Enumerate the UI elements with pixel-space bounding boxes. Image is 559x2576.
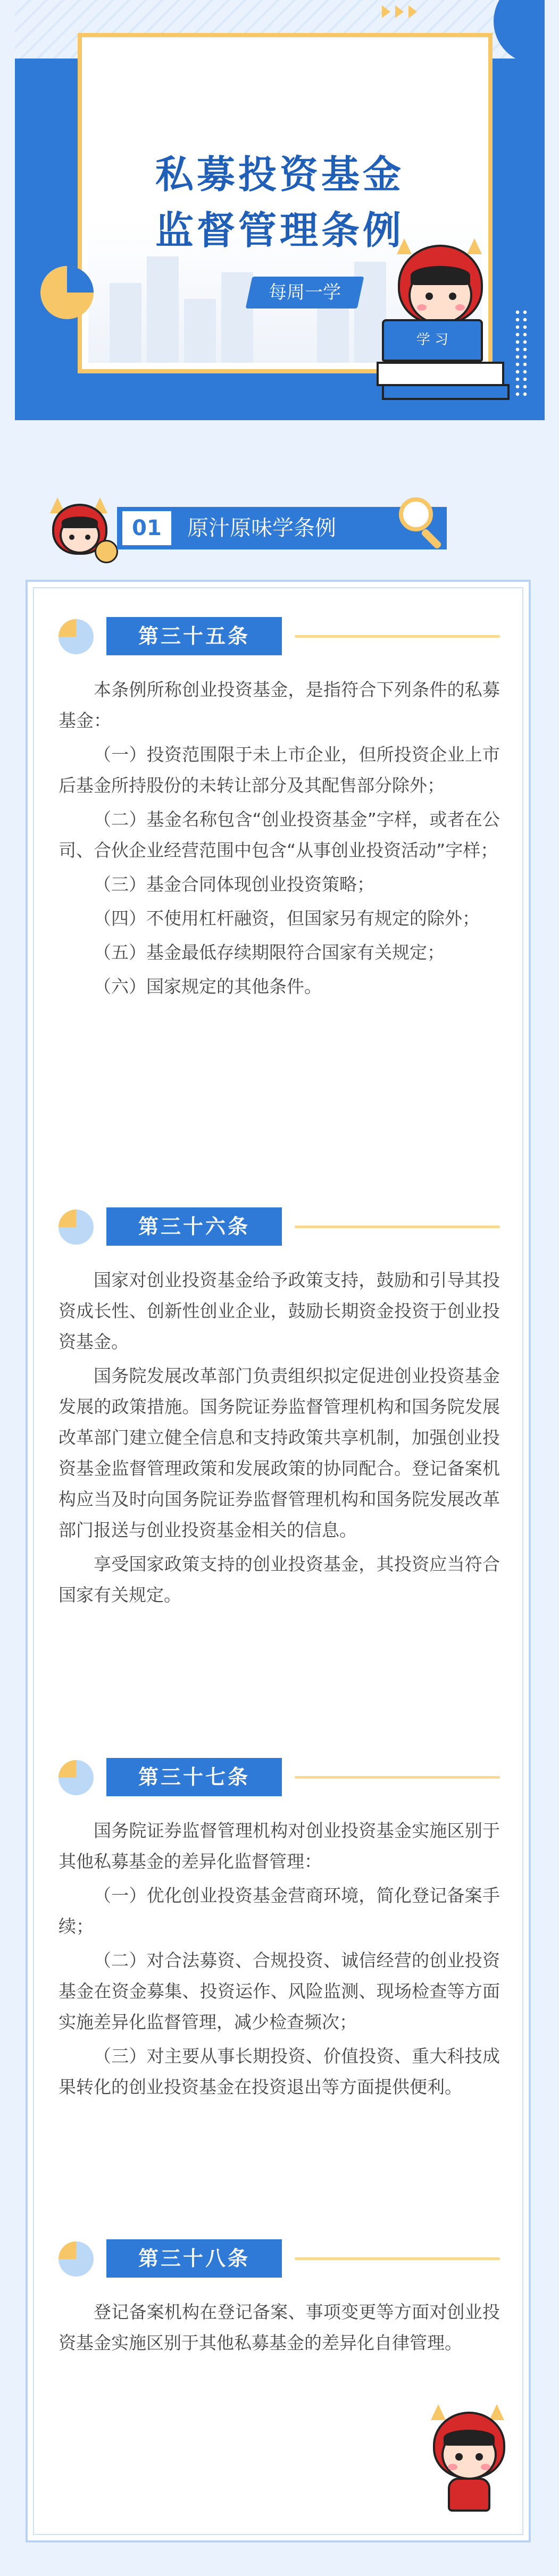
article-body	[59, 674, 500, 1002]
mascot-hair	[62, 516, 98, 528]
horn-icon	[431, 2404, 446, 2420]
article-37	[59, 1758, 500, 2106]
book-icon: 学 习	[382, 319, 483, 362]
coin-icon	[95, 540, 118, 563]
building-decoration	[110, 283, 141, 363]
article-heading	[59, 1758, 500, 1796]
page-title-line1: 私募投资基金	[155, 152, 404, 197]
article-paragraph: （五）基金最低存续期限符合国家有关规定；	[94, 942, 445, 963]
mascot-cheek	[455, 304, 465, 311]
section-heading	[48, 503, 447, 554]
article-label: 第三十六条	[106, 1207, 282, 1246]
pie-chart-icon	[59, 2241, 94, 2277]
page-title-line2: 监督管理条例	[155, 208, 404, 253]
article-body	[59, 2297, 500, 2358]
mascot-cheek	[481, 2464, 490, 2470]
article-paragraph: （三）基金合同体现创业投资策略；	[94, 874, 374, 895]
horn-icon	[397, 238, 412, 254]
arrow-icon	[395, 5, 404, 18]
mascot-eye	[85, 535, 90, 540]
article-paragraph: （四）不使用杠杆融资，但国家另有规定的除外；	[94, 908, 480, 929]
mascot-eye	[69, 535, 74, 540]
article-paragraph: （一）投资范围限于未上市企业，但所投资企业上市后基金所持股份的未转让部分及其配售部分除外；	[59, 744, 500, 796]
section-title: 原汁原味学条例	[187, 516, 336, 540]
horn-icon	[467, 238, 482, 254]
article-36	[59, 1207, 500, 1614]
horn-icon	[489, 2404, 504, 2420]
article-label: 第三十五条	[106, 617, 282, 655]
article-paragraph: （二）基金名称包含“创业投资基金”字样，或者在公司、合伙企业经营范围中包含“从事创业投资活动”字样；	[59, 809, 500, 861]
article-heading	[59, 1207, 500, 1246]
subtitle-badge	[246, 277, 364, 309]
article-paragraph: 国家对创业投资基金给予政策支持，鼓励和引导其投资成长性、创新性创业企业，鼓励长期资金投资于创业投资基金。	[59, 1270, 500, 1352]
header-banner	[15, 0, 545, 420]
magnifier-icon	[399, 497, 433, 531]
heading-rule	[295, 635, 500, 638]
article-paragraph: 国务院发展改革部门负责组织拟定促进创业投资基金发展的政策措施。国务院证券监督管理机构和国务院发展改革部门建立健全信息和支持政策共享机制，加强创业投资基金监督管理政策和发展政策的协同配合。登记备案机构应当及时向国务院证券监督管理机构和国务院发展改革部门报送与创业投资基金相关的信息。	[59, 1365, 500, 1540]
article-paragraph: （六）国家规定的其他条件。	[94, 976, 322, 997]
article-paragraph: （三）对主要从事长期投资、价值投资、重大科技成果转化的创业投资基金在投资退出等方面提供便利。	[59, 2046, 500, 2097]
heading-rule	[295, 2257, 500, 2260]
mascot-eye	[455, 2453, 463, 2461]
article-paragraph: 本条例所称创业投资基金，是指符合下列条件的私募基金：	[59, 679, 500, 731]
article-paragraph: 登记备案机构在登记备案、事项变更等方面对创业投资基金实施区别于其他私募基金的差异化自律管理。	[59, 2302, 500, 2353]
dot-pattern	[514, 309, 530, 399]
mascot-cheek	[417, 304, 427, 311]
arrow-icon	[382, 5, 390, 18]
building-decoration	[184, 299, 216, 363]
book-stack-icon	[382, 384, 510, 400]
book-stack-icon	[377, 362, 504, 386]
pie-chart-icon	[59, 619, 94, 654]
article-label: 第三十七条	[106, 1758, 282, 1796]
building-decoration	[147, 256, 179, 363]
mascot-hair	[411, 266, 470, 285]
article-paragraph: 国务院证券监督管理机构对创业投资基金实施区别于其他私募基金的差异化监督管理：	[59, 1820, 500, 1872]
mascot-eye	[475, 2453, 483, 2461]
article-paragraph: （一）优化创业投资基金营商环境，简化登记备案手续；	[59, 1885, 500, 1937]
mascot-hair	[444, 2430, 495, 2446]
heading-rule	[295, 1776, 500, 1779]
footer-band	[0, 2542, 559, 2576]
mascot-body	[448, 2478, 490, 2512]
article-paragraph: （二）对合法募资、合规投资、诚信经营的创业投资基金在资金募集、投资运作、风险监测、现场检查等方面实施差异化监督管理，减少检查频次；	[59, 1950, 500, 2032]
subtitle-text: 每周一学	[269, 282, 341, 303]
article-38	[59, 2239, 500, 2362]
article-label: 第三十八条	[106, 2239, 282, 2278]
article-heading	[59, 2239, 500, 2278]
section-number: 01	[122, 511, 171, 545]
pie-chart-icon	[40, 266, 94, 319]
article-paragraph: 享受国家政策支持的创业投资基金，其投资应当符合国家有关规定。	[59, 1554, 500, 1605]
article-body	[59, 1265, 500, 1611]
mascot-cheek	[448, 2464, 457, 2470]
article-body	[59, 1815, 500, 2103]
mascot-eye	[425, 293, 433, 300]
arrow-icon	[408, 5, 417, 18]
heading-rule	[295, 1226, 500, 1228]
mascot-bottom-illustration	[420, 2404, 516, 2521]
article-heading	[59, 617, 500, 655]
article-35	[59, 617, 500, 1005]
building-decoration	[221, 272, 253, 363]
pie-chart-icon	[59, 1760, 94, 1795]
mascot-eye	[449, 293, 456, 300]
pie-chart-icon	[59, 1210, 94, 1245]
